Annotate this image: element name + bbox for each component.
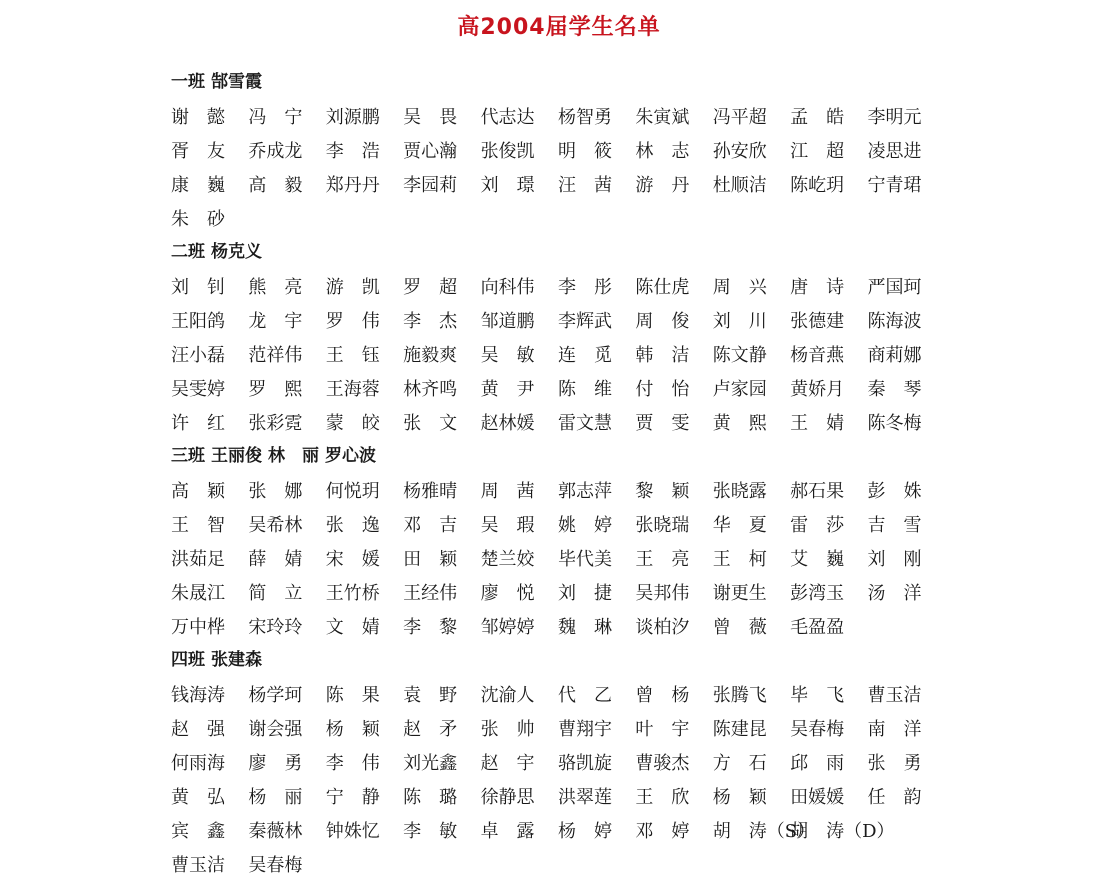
student-name: 韩 洁 xyxy=(635,345,690,366)
student-name: 张德建 xyxy=(790,311,845,332)
student-name: 王海蓉 xyxy=(325,379,380,400)
student-name: 彭 姝 xyxy=(867,481,922,502)
student-name: 杨 颖 xyxy=(325,719,380,740)
student-name: 罗 伟 xyxy=(325,311,380,332)
student-name: 曹骏杰 xyxy=(635,753,690,774)
student-name: 胥 友 xyxy=(171,141,225,162)
student-name: 杨 丽 xyxy=(248,787,303,808)
teacher-name: 罗心波 xyxy=(325,446,376,466)
name-row xyxy=(171,509,1091,543)
page-title: 高2004届学生名单 xyxy=(457,15,661,40)
student-name: 袁 野 xyxy=(403,685,458,706)
name-row xyxy=(171,373,1091,407)
student-name: 胡 涛（D） xyxy=(790,821,895,842)
class-section xyxy=(171,67,1091,237)
student-name: 张 帅 xyxy=(480,719,535,740)
student-name: 王 亮 xyxy=(635,549,690,570)
student-name: 彭湾玉 xyxy=(790,583,845,604)
student-name: 田媛媛 xyxy=(790,787,845,808)
student-name: 曾 杨 xyxy=(635,685,690,706)
student-name: 吴春梅 xyxy=(248,855,303,876)
student-name: 廖 悦 xyxy=(480,583,535,604)
student-name: 汪 茜 xyxy=(557,175,612,196)
student-name: 毕 飞 xyxy=(790,685,845,706)
student-name: 何雨海 xyxy=(171,753,225,774)
student-name: 陈仕虎 xyxy=(635,277,690,298)
student-name: 刘 钊 xyxy=(171,277,225,298)
student-name: 付 怡 xyxy=(635,379,690,400)
student-name: 宋 媛 xyxy=(325,549,380,570)
student-name: 乔成龙 xyxy=(248,141,303,162)
student-name: 康 巍 xyxy=(171,175,225,196)
student-name: 张 逸 xyxy=(325,515,380,536)
student-name: 曹玉洁 xyxy=(171,855,225,876)
student-name: 冯 宁 xyxy=(248,107,303,128)
student-name: 李 浩 xyxy=(325,141,380,162)
student-name: 吴 畏 xyxy=(403,107,458,128)
student-name: 洪翠莲 xyxy=(557,787,612,808)
student-name: 谢 懿 xyxy=(171,107,225,128)
name-row xyxy=(171,271,1091,305)
student-name: 杨智勇 xyxy=(557,107,612,128)
student-name: 刘 璟 xyxy=(480,175,535,196)
student-name: 贾 雯 xyxy=(635,413,690,434)
student-name: 王 钰 xyxy=(325,345,380,366)
student-name: 冯平超 xyxy=(712,107,767,128)
student-name: 周 茜 xyxy=(480,481,535,502)
student-name: 陈文静 xyxy=(712,345,767,366)
student-name: 王竹桥 xyxy=(325,583,380,604)
student-name: 李 黎 xyxy=(403,617,458,638)
student-name: 文 婧 xyxy=(325,617,380,638)
student-name: 朱晟江 xyxy=(171,583,225,604)
name-row xyxy=(171,203,1091,237)
student-name: 王 智 xyxy=(171,515,225,536)
name-row xyxy=(171,679,1091,713)
name-row xyxy=(171,577,1091,611)
student-name: 孙安欣 xyxy=(712,141,767,162)
student-name: 陈 维 xyxy=(557,379,612,400)
class-label: 一班 xyxy=(171,72,205,92)
student-name: 黎 颖 xyxy=(635,481,690,502)
student-name: 汪小磊 xyxy=(171,345,225,366)
class-label: 四班 xyxy=(171,650,205,670)
student-name: 杨雅晴 xyxy=(403,481,458,502)
class-label: 三班 xyxy=(171,446,205,466)
student-name: 华 夏 xyxy=(712,515,767,536)
class-section xyxy=(171,441,1091,645)
student-name: 沈渝人 xyxy=(480,685,535,706)
student-name: 薛 婧 xyxy=(248,549,303,570)
class-heading xyxy=(171,645,1091,679)
student-name: 张晓露 xyxy=(712,481,767,502)
student-name: 郝石果 xyxy=(790,481,845,502)
student-name: 雷 莎 xyxy=(790,515,845,536)
class-label: 二班 xyxy=(171,242,205,262)
student-name: 方 石 xyxy=(712,753,767,774)
student-name: 卢家园 xyxy=(712,379,767,400)
student-name: 黄 弘 xyxy=(171,787,225,808)
name-row xyxy=(171,781,1091,815)
student-name: 李 杰 xyxy=(403,311,458,332)
student-name: 吴春梅 xyxy=(790,719,845,740)
name-row xyxy=(171,339,1091,373)
student-name: 骆凯旋 xyxy=(557,753,612,774)
student-name: 郭志萍 xyxy=(557,481,612,502)
student-name: 施毅爽 xyxy=(403,345,458,366)
student-name: 商莉娜 xyxy=(867,345,922,366)
student-name: 朱寅斌 xyxy=(635,107,690,128)
student-name: 黄 熙 xyxy=(712,413,767,434)
student-name: 邹道鹏 xyxy=(480,311,535,332)
student-name: 胡 涛（S） xyxy=(712,821,816,842)
student-name: 严国珂 xyxy=(867,277,922,298)
student-name: 徐静思 xyxy=(480,787,535,808)
class-section xyxy=(171,645,1091,883)
student-name: 陈 璐 xyxy=(403,787,458,808)
student-name: 黄娇月 xyxy=(790,379,845,400)
student-name: 谢更生 xyxy=(712,583,767,604)
student-name: 毕代美 xyxy=(557,549,612,570)
student-name: 邓 婷 xyxy=(635,821,690,842)
student-name: 王 欣 xyxy=(635,787,690,808)
student-name: 秦 琴 xyxy=(867,379,922,400)
student-name: 熊 亮 xyxy=(248,277,303,298)
student-name: 蒙 皎 xyxy=(325,413,380,434)
student-name: 代志达 xyxy=(480,107,535,128)
student-name: 周 俊 xyxy=(635,311,690,332)
student-name: 叶 宇 xyxy=(635,719,690,740)
name-row xyxy=(171,305,1091,339)
student-name: 宁青珺 xyxy=(867,175,922,196)
student-name: 江 超 xyxy=(790,141,845,162)
student-name: 简 立 xyxy=(248,583,303,604)
student-name: 艾 巍 xyxy=(790,549,845,570)
name-row xyxy=(171,611,1091,645)
student-name: 罗 超 xyxy=(403,277,458,298)
student-name: 李 伟 xyxy=(325,753,380,774)
student-name: 林 志 xyxy=(635,141,690,162)
student-name: 宾 鑫 xyxy=(171,821,225,842)
student-name: 邓 吉 xyxy=(403,515,458,536)
student-name: 陈海波 xyxy=(867,311,922,332)
student-name: 张晓瑞 xyxy=(635,515,690,536)
student-name: 吴希林 xyxy=(248,515,303,536)
class-heading xyxy=(171,441,1091,475)
student-name: 秦薇林 xyxy=(248,821,303,842)
student-name: 谈柏汐 xyxy=(635,617,690,638)
student-name: 孟 皓 xyxy=(790,107,845,128)
student-name: 谢会强 xyxy=(248,719,303,740)
student-name: 张腾飞 xyxy=(712,685,767,706)
student-name: 任 韵 xyxy=(867,787,922,808)
student-name: 罗 熙 xyxy=(248,379,303,400)
student-name: 赵 强 xyxy=(171,719,225,740)
student-name: 刘 捷 xyxy=(557,583,612,604)
student-name: 曹翔宇 xyxy=(557,719,612,740)
student-name: 张彩霓 xyxy=(248,413,303,434)
student-name: 邹婷婷 xyxy=(480,617,535,638)
student-name: 吴邦伟 xyxy=(635,583,690,604)
student-name: 高 毅 xyxy=(248,175,303,196)
student-name: 毛盈盈 xyxy=(790,617,845,638)
student-name: 吉 雪 xyxy=(867,515,922,536)
student-name: 周 兴 xyxy=(712,277,767,298)
name-row xyxy=(171,135,1091,169)
student-name: 杨 颖 xyxy=(712,787,767,808)
name-row xyxy=(171,713,1091,747)
class-heading xyxy=(171,67,1091,101)
student-name: 张 娜 xyxy=(248,481,303,502)
student-name: 陈冬梅 xyxy=(867,413,922,434)
student-name: 万中桦 xyxy=(171,617,225,638)
student-list xyxy=(171,67,1091,883)
student-name: 刘源鹏 xyxy=(325,107,380,128)
name-row xyxy=(171,815,1091,849)
student-name: 贾心瀚 xyxy=(403,141,458,162)
student-name: 姚 婷 xyxy=(557,515,612,536)
teacher-name: 杨克义 xyxy=(211,242,262,262)
name-row xyxy=(171,543,1091,577)
name-row xyxy=(171,101,1091,135)
student-name: 张俊凯 xyxy=(480,141,535,162)
name-row xyxy=(171,849,1091,883)
teacher-name: 王丽俊 xyxy=(211,446,262,466)
name-row xyxy=(171,747,1091,781)
student-name: 凌思进 xyxy=(867,141,922,162)
student-name: 宁 静 xyxy=(325,787,380,808)
student-name: 曹玉洁 xyxy=(867,685,922,706)
student-name: 杨音燕 xyxy=(790,345,845,366)
student-name: 王 婧 xyxy=(790,413,845,434)
student-name: 李 彤 xyxy=(557,277,612,298)
student-name: 陈建昆 xyxy=(712,719,767,740)
student-name: 王 柯 xyxy=(712,549,767,570)
student-name: 钟姝忆 xyxy=(325,821,380,842)
student-name: 代 乙 xyxy=(557,685,612,706)
student-name: 王经伟 xyxy=(403,583,458,604)
student-name: 陈屹玥 xyxy=(790,175,845,196)
student-name: 范祥伟 xyxy=(248,345,303,366)
student-name: 吴雯婷 xyxy=(171,379,225,400)
student-name: 卓 露 xyxy=(480,821,535,842)
student-name: 杨 婷 xyxy=(557,821,612,842)
student-name: 汤 洋 xyxy=(867,583,922,604)
student-name: 曾 薇 xyxy=(712,617,767,638)
student-name: 赵 矛 xyxy=(403,719,458,740)
student-name: 李辉武 xyxy=(557,311,612,332)
student-name: 龙 宇 xyxy=(248,311,303,332)
name-row xyxy=(171,407,1091,441)
student-name: 何悦玥 xyxy=(325,481,380,502)
student-name: 唐 诗 xyxy=(790,277,845,298)
student-name: 钱海涛 xyxy=(171,685,225,706)
student-name: 李园莉 xyxy=(403,175,458,196)
student-name: 吴 瑕 xyxy=(480,515,535,536)
student-name: 赵 宇 xyxy=(480,753,535,774)
student-name: 田 颖 xyxy=(403,549,458,570)
student-name: 南 洋 xyxy=(867,719,922,740)
student-name: 陈 果 xyxy=(325,685,380,706)
student-name: 连 觅 xyxy=(557,345,612,366)
student-name: 刘 刚 xyxy=(867,549,922,570)
name-row xyxy=(171,475,1091,509)
student-name: 林齐鸣 xyxy=(403,379,458,400)
class-section xyxy=(171,237,1091,441)
student-name: 张 文 xyxy=(403,413,458,434)
teacher-name: 郜雪霞 xyxy=(211,72,262,92)
student-name: 赵林媛 xyxy=(480,413,535,434)
student-name: 雷文慧 xyxy=(557,413,612,434)
student-name: 刘 川 xyxy=(712,311,767,332)
student-name: 向科伟 xyxy=(480,277,535,298)
name-row xyxy=(171,169,1091,203)
teacher-name: 林 丽 xyxy=(268,446,319,466)
student-name: 许 红 xyxy=(171,413,225,434)
student-name: 李 敏 xyxy=(403,821,458,842)
student-name: 王阳鸽 xyxy=(171,311,225,332)
student-name: 黄 尹 xyxy=(480,379,535,400)
student-name: 明 筱 xyxy=(557,141,612,162)
student-name: 廖 勇 xyxy=(248,753,303,774)
student-name: 郑丹丹 xyxy=(325,175,380,196)
student-name: 宋玲玲 xyxy=(248,617,303,638)
student-name: 游 丹 xyxy=(635,175,690,196)
student-name: 洪茹足 xyxy=(171,549,225,570)
student-name: 魏 琳 xyxy=(557,617,612,638)
student-name: 刘光鑫 xyxy=(403,753,458,774)
student-name: 杜顺洁 xyxy=(712,175,767,196)
student-name: 楚兰姣 xyxy=(480,549,535,570)
student-name: 吴 敏 xyxy=(480,345,535,366)
student-name: 高 颖 xyxy=(171,481,225,502)
student-name: 张 勇 xyxy=(867,753,922,774)
student-name: 李明元 xyxy=(867,107,922,128)
class-heading xyxy=(171,237,1091,271)
student-name: 邱 雨 xyxy=(790,753,845,774)
student-name: 朱 砂 xyxy=(171,209,225,230)
student-name: 杨学珂 xyxy=(248,685,303,706)
teacher-name: 张建森 xyxy=(211,650,262,670)
student-name: 游 凯 xyxy=(325,277,380,298)
